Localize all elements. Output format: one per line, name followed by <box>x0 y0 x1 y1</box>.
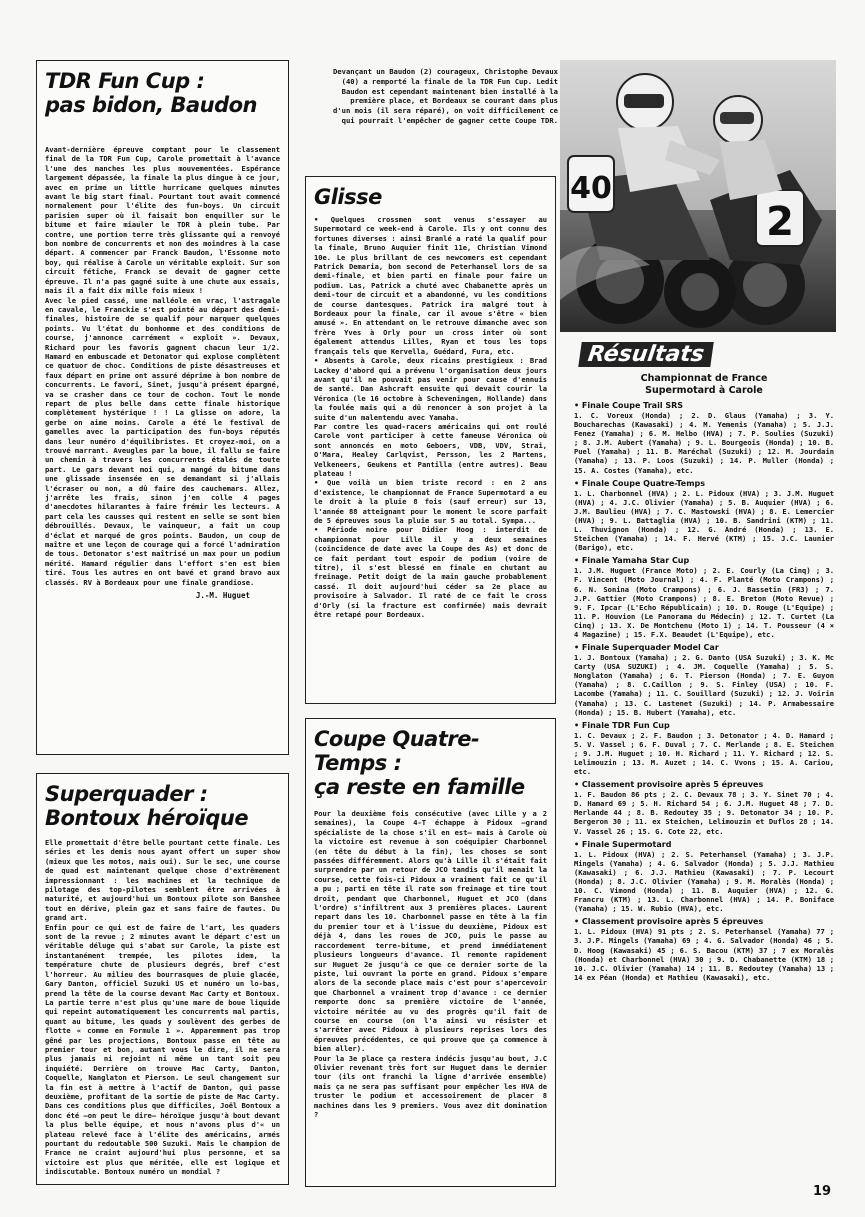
results-section <box>574 840 834 914</box>
photo-caption: Devançant un Baudon (2) courageux, Christophe Devaux (40) a remporté la finale de la TDR Fun Cup. Ledit Baudon est cependant maintenant bien installé à la première place, et Bordeaux se courant dans plus d'un mois (il sera réparé), on voit difficilement ce qui pourrait l'empêcher de gagner cette Coupe TDR. <box>332 67 558 125</box>
results-section-heading: • Finale Supermotard <box>574 839 672 849</box>
results-section <box>574 780 834 835</box>
results-title: Résultats <box>578 342 714 367</box>
results-section-text: 1. L. Pidoux (HVA) 91 pts ; 2. S. Peterhansel (Yamaha) 77 ; 3. J.P. Mingels (Yamaha) 69 ; 4. G. Salvador (Honda) 46 ; 5. D. Hoog (Kawasaki) 45 ; 6. S. Bacou (KTM) 37 ; 7 ex Moralès (Honda) et Charbonnel (HVA) 30 ; 9. D. Chabanette (KTM) 18 ; 10. J.C. Olivier (Yamaha) 14 ; 11. B. Redoutey (Yamaha) 13 ; 14 ex Péan (Honda) et Mathieu (Kawasaki), etc. <box>574 927 834 982</box>
results-section-heading: • Finale Coupe Trail SRS <box>574 401 684 410</box>
results-section <box>574 917 834 982</box>
results-section-text: 1. C. Voreux (Honda) ; 2. D. Glaus (Yamaha) ; 3. Y. Boucharechas (Kawasaki) ; 4. M. Yemenis (Yamaha) ; 5. J.J. Fenez (Yamaha) ; 6. M. Helbo (HVA) ; 7. P. Soulies (Suzuki) ; 8. J.M. Aubert (Yamaha) ; 9. L. Bourgeois (Honda) ; 10. B. Puel (Yamaha) ; 11. B. Maréchal (Suzuki) ; 12. M. Jourdain (Yamaha) ; 13. P. Loos (Suzuki) ; 14. P. Muller (Honda) ; 15. A. Costes (Yamaha), etc. <box>574 411 834 475</box>
race-photo <box>560 60 836 332</box>
results-section <box>574 721 834 776</box>
superquader-title-line2: Bontoux héroïque <box>45 806 249 830</box>
results-section-heading: • Classement provisoire après 5 épreuves <box>574 780 764 790</box>
results-section-text: 1. L. Pidoux (HVA) ; 2. S. Peterhansel (Yamaha) ; 3. J.P. Mingels (Yamaha) ; 4. G. Salvador (Honda) ; 5. J.J. Mathieu (Kawasaki) ; 6. J.J. Mathieu (Kawasaki) ; 7. P. Lecourt (Honda) ; 8. J.C. Olivier (Yamaha) ; 9. M. Moralès (Honda) ; 10. C. Vimond (Honda) ; 11. B. Auquier (HVA) ; 12. G. Francru (KTM) ; 13. L. Charbonnel (HVA) ; 14. P. Boniface (Yamaha) ; 15. W. Rubio (HVA), etc. <box>574 849 834 914</box>
quatre-title-line1: Coupe Quatre-Temps : <box>314 727 480 775</box>
plate-number-right: 2 <box>766 199 794 245</box>
championship-title: Championnat de France Supermotard à Carole <box>640 373 768 396</box>
results-section-heading: • Finale TDR Fun Cup <box>574 720 670 730</box>
quatre-body: Pour la deuxième fois consécutive (avec Lille y a 2 semaines), la Coupe 4-T échappe à Pidoux —grand spécialiste de la chose s'il en est— mais à Carole où la victoire est revenue à son coéquipier Charbonnel (en tête du début à la fin), les choses se sont passées différemment. Alors qu'à Lille il s'était fait surprendre par un retour de JCO tandis qu'il menait la course, cette fois-ci Pidoux a vraiment fait ce qu'il a pu ; parti en tête il rate son freinage et tire tout droit, pendant que Charbonnel, Huguet et JCO (dans l'ordre) s'infiltrent aux 3 premières places. Laurent repart dans les 10. Charbonnel passe en tête à la fin du premier tour et à l'issue du deuxième, Pidoux est déjà 4, dans les roues de JCO, puis le passe au raccordement terre-bitume, et prend immédiatement plusieurs longueurs d'avance. Il remonte rapidement sur Huguet 2e jusqu'à ce que ce dernier sorte de la piste, lui ouvrant la porte en grand. Pidoux s'empare alors de la seconde place mais c'est pour s'apercevoir que Charbonnel a vraiment trop d'avance : ce dernier remporte donc sa première victoire de l'année, victoire méritée au vu des progrès qu'il fait de course en course (on l'a ainsi vu résister et s'arrêter avec Pidoux à plusieurs reprises lors des épreuves précédentes, ce qui prouve que ça commence à bien aller). Pour la 3e place ça restera indécis jusqu'au bout, J.C Olivier revenant très fort sur Huguet dans le dernier tour (ils ont franchi la ligne d'arrivée ensemble) mais ça ne sera pas suffisant pour empêcher les HVA de truster le podium et accessoirement de placer 8 machines dans les 9 premiers. Vous avez dit domination ? <box>314 809 547 1119</box>
results-section <box>574 479 834 553</box>
tdr-title-line2: pas bidon, Baudon <box>45 93 257 117</box>
results-section-text: 1. J.M. Huguet (France Moto) ; 2. E. Courly (La Cinq) ; 3. F. Vincent (Moto Journal) ; 4. F. Planté (Moto Crampons) ; 6. N. Sonina (Moto Crampons) ; 6. J. Bassetin (FR3) ; 7. J.P. Gattier (Moto Crampons) ; 8. E. Breton (Moto Revue) ; 9. F. Ipcar (L'Echo Républicain) ; 10. D. Rouge (L'Equipe) ; 11. P. Houvion (Le Panorama du Médecin) ; 12. T. Curtet (La Cinq) ; 13. X. De Montchenu (Moto 1) ; 14. T. Pousseur (4 × 4 Magazine) ; 15. F.X. Beaudet (L'Equipe), etc. <box>574 566 834 639</box>
tdr-signature: J.-M. Huguet <box>195 591 250 601</box>
results-column <box>574 342 834 1202</box>
tdr-title-line1: TDR Fun Cup : <box>45 69 205 93</box>
results-list <box>574 401 834 982</box>
results-section-text: 1. C. Devaux ; 2. F. Baudon ; 3. Detonator ; 4. D. Hamard ; 5. V. Vassel ; 6. F. Duval ; 7. C. Merlande ; 8. E. Steichen ; 9. J.M. Huguet ; 10. H. Richard ; 11. Y. Richard ; 12. S. Lelimouzin ; 13. M. Auzet ; 14. C. Vvons ; 15. A. Cariou, etc. <box>574 730 834 777</box>
results-section-heading: • Finale Yamaha Star Cup <box>574 556 690 566</box>
article-glisse <box>305 176 556 704</box>
results-section-text: 1. F. Baudon 86 pts ; 2. C. Devaux 78 ; 3. Y. Sinet 70 ; 4. D. Hamard 69 ; 5. H. Richard 54 ; 6. J.M. Huguet 48 ; 7. D. Merlande 44 ; 8. B. Redoutey 35 ; 9. Detonator 34 ; 10. P. Bergeron 30 ; 11. ex Steichen, Lelimouzin et Duflos 28 ; 14. V. Vassel 26 ; 15. G. Cote 22, etc. <box>574 790 834 836</box>
superquader-title-line1: Superquader : <box>45 782 208 806</box>
results-section-heading: • Finale Coupe Quatre-Temps <box>574 478 706 488</box>
results-section-heading: • Finale Superquader Model Car <box>574 643 719 653</box>
article-tdr-fun-cup <box>36 60 289 755</box>
article-coupe-quatre-temps <box>305 718 556 1187</box>
tdr-body: Avant-dernière épreuve comptant pour le classement final de la TDR Fun Cup, Carole promettait à l'avance l'une des manches les plus mouvementées. Espérance largement dépassée, la finale la plus dingue à ce jour, avec en prime un little hurricane quelques minutes avant le big start final. Pourtant tout avait commencé normalement pour l'élite des fun-boys. Un circuit parisien super où il faisait bon enquiller sur le bitume et faire miauler le TDR à plein tube. Par contre, une portion terre très glissante qui a renvoyé bon nombre de concurrents et non des moindres à la case départ. A commencer par Franck Baudon, l'Essonne moto boy, qui réalise à Carole un véritable exploit. Sur son circuit fétiche, Franck se devait de gagner cette épreuve. Il n'a pas gagné suite à une chute aux essais, mais il a fait dix mille fois mieux ! Avec le pied cassé, une malléole en vrac, l'astragale en cavale, le Franckie s'est pointé au départ des demi-finales, histoire de se qualif pour marquer quelques points. Vu l'état du bonhomme et des conditions de course, j'annonce carrément « exploit ». Devaux, Richard pour les favoris gagnent chacun leur 1/2. Hamard en embuscade et Detonator qui explose complètent ce quatuor de choc. Conditions de piste désastreuses et faux départ en prime ont assuré déprime à bon nombre de concurrents. Le favori, Sinet, jusqu'à présent épargné, va se crasher dans ce tour de cochon. Tout le monde repart de plus belle dans cette finale historique complètement hystérique ! ! La glisse on adore, la gerbe on aime moins. Carole a été le festival de gamelles avec la participation des fun-boys réputés dans leur numéro d'équilibristes. Et croyez-moi, on a trouvé marrant. Aveugles par la boue, il fallu se faire un chemin à travers les concurrents étalés de toute part. Le gars devant moi qui, a mangé du bitume dans une glissade insensée en se demandant si j'allais l'écraser ou non, a dû faire des cauchemars. Allez, j'arrête les frais, sinon j'en colle 4 pages d'anecdotes hilarantes à faire frémir les lecteurs. A part cela les causses qui restent en selle se sont bien débrouillés. Devaux, le vainqueur, a fait un coup d'éclat et marqué de gros points. Baudon, un coup de maître et une leçon de courage qui a forcé l'admiration de tous. Detonator s'est maîtrisé un max pour un podium mérité. Hamard régulier dans l'effort s'en est bien tiré. Tous les autres en ont bavé et grand bravo aux classés. RV à Bordeaux pour une finale grandiose. <box>45 145 280 587</box>
glisse-title: Glisse <box>314 185 382 209</box>
article-superquader <box>36 773 289 1185</box>
glisse-body: • Quelques crossmen sont venus s'essayer au Supermotard ce week-end à Carole. Ils y ont connu des fortunes diverses : ainsi Branlé a raté la qualif pour la finale, Bruno Auquier finit 11e, Christian Vimond 10e. Le plus brillant de ces newcomers est cependant Patrick Demaria, bon second de Peterhansel lors de sa demi-finale, et bien parti en finale pour faire un podium. Las, Patrick a chuté avec Chabanette après un demi-tour de circuit et a abandonné, vu les conditions de course dantesques. Patrick ira malgré tout à Bordeaux pour la finale, car il avoue s'être « bien amusé ». En attendant on le retrouve dimanche avec son frère Yves à Orly pour un cross inter où sont également attendus Lilles, Ryan et tous les tops français tels que Kervella, Guédard, Fura, etc. • Absents à Carole, deux ricains prestigieux : Brad Lackey d'abord qui a prévenu l'organisation deux jours avant qu'il ne pouvait pas venir pour cause d'ennuis de santé. Dan Ashcraft ensuite qui devait courir la Véronica (le 16 octobre à Scheveningen, Hollande) dans la foulée mais qui a dû renoncer à son projet à la suite d'un malentendu avec Yamaha. Par contre les quad-racers américains qui ont roulé Carole vont participer à cette fameuse Véronica où sont annoncés en moto Geboers, VDB, VDV, Strai, O'Mara, Healey Carlqvist, Persson, les 2 Martens, Velkeneers, Geukens et Pantilla (entre autres). Beau plateau ! • Que voilà un bien triste record : en 2 ans d'existence, le championnat de France Supermotard a eu le droit à la pluie 8 fois (sauf erreur) sur 13, l'année 88 atteignant pour le moment le score parfait de 5 épreuves sous la pluie sur 5 au total. Sympa... • Période noire pour Didier Hoog : interdit de championnat pour Lille il y a deux semaines (coïncidence de date avec la Coupe des As) et donc de ce fait perdant tout espoir de podium (voire de titre), il s'est blessé en finale en chutant au freinage. Petit doigt de la main gauche probablement cassé. Il doit aujourd'hui céder sa 2e place au provisoire à Salvador. Il raté de ce fait le cross d'Orly (si la fracture est confirmée) mais devrait être retapé pour Bordeaux. <box>314 215 547 620</box>
superquader-body: Elle promettait d'être belle pourtant cette finale. Les séries et les demis nous ayant offert un super show (mieux que les motos, mais oui). Sur le sec, une course de quad est maintenant quelque chose d'extrêmement impressionnant : les machines et la technique de pilotage des top-pilotes semblent être arrivées à maturité, et aujourd'hui un Bontoux pilote son Banshee tout en dérive, plein gaz et sans faire de fautes. Du grand art. Enfin pour ce qui est de faire de l'art, les quaders sont de la revue ; 2 minutes avant le départ c'est un véritable déluge qui s'abat sur Carole, la piste est instantanément trempée, les pilotes idem, la température chute de plusieurs degrés, bref c'est l'horreur. Au milieu des bourrasques de pluie glacée, Gary Danton, officiel Suzuki US et numéro un lo-bas, prend la tête de la course devant Mac Carty et Bontoux. La partie terre n'est plus qu'une mare de boue liquide qui repeint automatiquement les concurrents mal partis, quant au bitume, les quads y soulèvent des gerbes de flotte « comme en Formule 1 ». Apparemment pas trop gêné par les projections, Bontoux passe en tête au premier tour et bon, autant vous le dire, il ne sera plus jamais ni rejoint ni même un tant soit peu inquiété. Derrière on trouve Mac Carty, Danton, Coquelle, Nanglaton et Pierson. Le seul changement sur la fin est à mettre à l'actif de Danton, qui passe deuxième, profitant de la sortie de piste de Mac Carty. Dans ces conditions plus que difficiles, Joël Bontoux a donc été —on peut le dire— héroïque jusqu'à bout devant la plus belle équipe, et nous n'avons plus d'« un plateau relevé face à l'élite des américains, armés pourtant du redoutable 500 Suzuki. Mais le champion de France ne craint aujourd'hui plus personne, et sa victoire est plus que méritée, elle est logique et indiscutable. Bontoux numéro un mondial ? <box>45 838 280 1177</box>
results-section-text: 1. J. Bontoux (Yamaha) ; 2. G. Danto (USA Suzuki) ; 3. K. Mc Carty (USA SUZUKI) ; 4. JM. Coquelle (Yamaha) ; 5. S. Nonglaton (Yamaha) ; 6. T. Pierson (Honda) ; 7. E. Guyon (Yamaha) ; 8. C.Caillon ; 9. S. Finley (USA) ; 10. F. Lacombe (Yamaha) ; 11. C. Souillard (Suzuki) ; 12. J. Voirin (Yamaha) ; 13. C. Lastenet (Suzuki) ; 14. P. Armabessaire (Honda) ; 15. B. Hubert (Yamaha), etc. <box>574 653 834 717</box>
race-photo-illustration <box>560 60 836 332</box>
results-section-heading: • Classement provisoire après 5 épreuves <box>574 917 764 927</box>
page-number: 19 <box>813 1184 832 1199</box>
results-section <box>574 643 834 717</box>
results-section <box>574 556 834 639</box>
quatre-title-line2: ça reste en famille <box>314 775 525 799</box>
results-section-text: 1. L. Charbonnel (HVA) ; 2. L. Pidoux (HVA) ; 3. J.M. Huguet (HVA) ; 4. J.C. Olivier (Yamaha) ; 5. B. Auquier (HVA) ; 6. J.M. Baulieu (HVA) ; 7. C. Mastowski (HVA) ; 8. E. Lemercier (HVA) ; 9. L. Battaglia (HVA) ; 10. B. Sandrini (KTM) ; 11. L. Thuvignon (Honda) ; 12. G. André (Honda) ; 13. E. Steichen (Yamaha) ; 14. F. Hervé (KTM) ; 15. J.C. Launier (Barigo), etc. <box>574 488 834 553</box>
results-section <box>574 401 834 475</box>
plate-number-left: 40 <box>570 171 612 206</box>
